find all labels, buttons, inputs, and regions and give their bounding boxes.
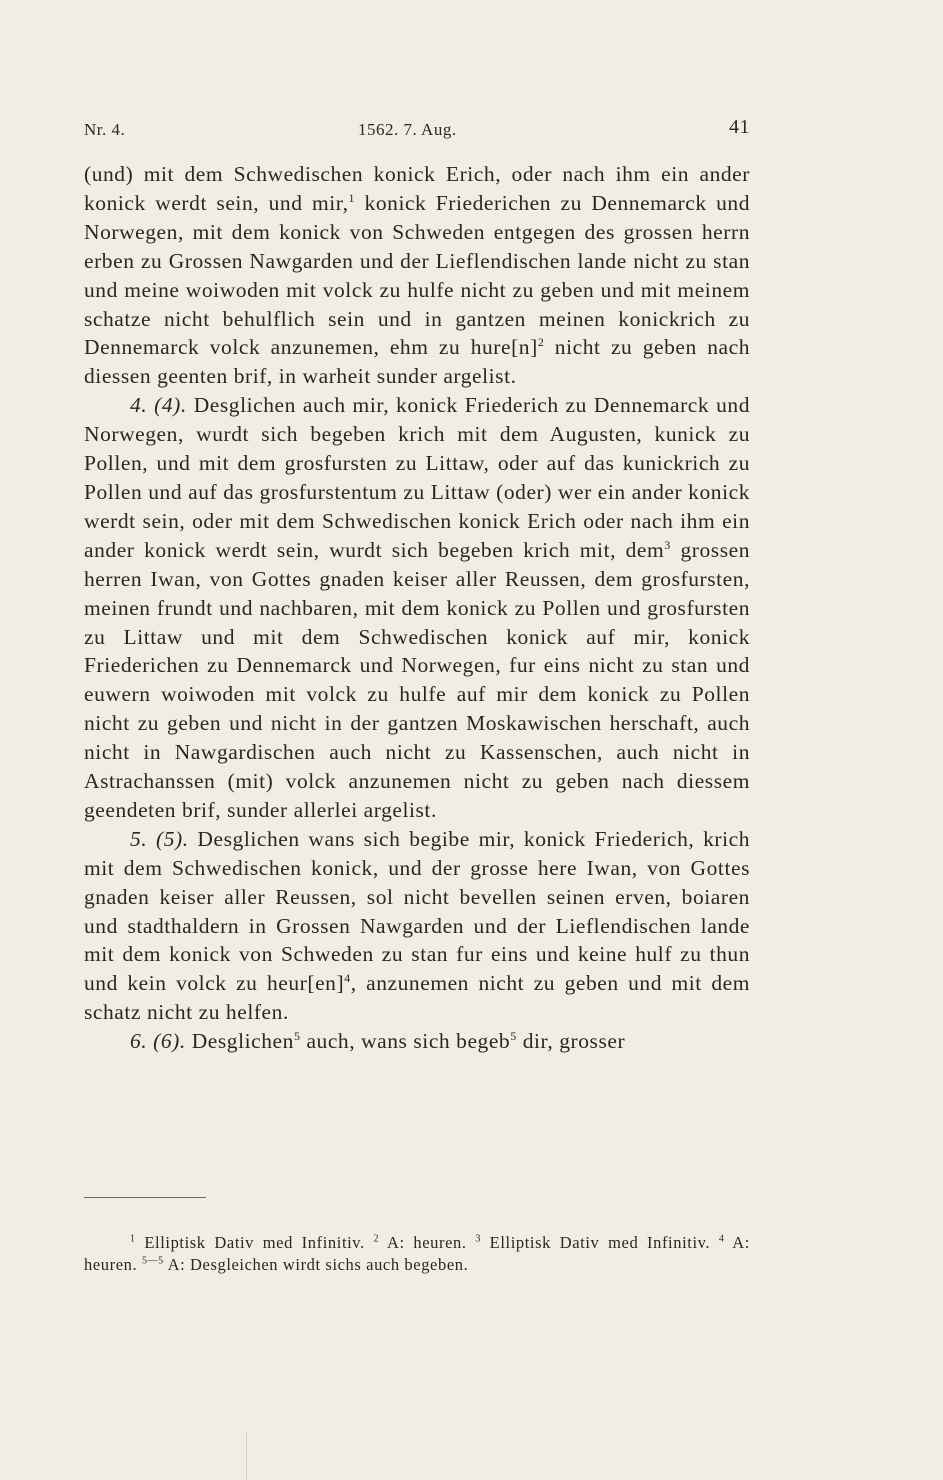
document-number: Nr. 4.	[84, 120, 126, 139]
paragraph: 4. (4). Desglichen auch mir, konick Friederich zu Dennemarck und Norwegen, wurdt sich begeben krich mit dem Augusten, kunick zu Pollen, und mit dem grosfursten zu Littaw, oder auf das kunickrich zu Pollen und auf das grosfurstentum zu Littaw (oder) wer ein ander konick werdt sein, oder mit dem Schwedischen konick Erich oder nach ihm ein ander konick werdt sein, wurdt sich begeben krich mit, dem$^3$ grossen herren Iwan, von Gottes gnaden keiser aller Reussen, dem grosfursten, meinen frundt und nachbaren, mit dem konick zu Pollen und grosfursten zu Littaw und mit dem Schwedischen konick auf mir, konick Friederichen zu Dennemarck und Norwegen, fur eins nicht zu stan und euwern woiwoden mit volck zu hulfe auf mir dem konick zu Pollen nicht zu geben und nicht in der gantzen Moskawischen herschaft, auch nicht in Nawgardischen auch nicht zu Kassenschen, auch nicht in Astrachanssen (mit) volck anzunemen nicht zu geben nach diessem geendeten brif, sunder allerlei argelist.	[84, 393, 751, 822]
document-date: 1562. 7. Aug.	[358, 120, 457, 139]
running-header	[84, 116, 750, 146]
footnote-ref: 3	[664, 537, 671, 552]
footnote-ref: 4	[344, 971, 351, 986]
footnotes	[84, 1232, 750, 1276]
section-number: 4. (4).	[130, 393, 187, 418]
footnote-ref: 5	[510, 1029, 517, 1044]
main-text	[84, 160, 750, 1056]
footnote-ref: 2	[537, 335, 545, 350]
footnote-ref: 5	[293, 1029, 301, 1044]
footnote-ref: 1	[348, 191, 356, 206]
footnote-text: $^1$ Elliptisk Dativ med Infinitiv. $^2$ A: heuren. $^3$ Elliptisk Dativ med Infinitiv. $^4$ A: heuren. $^{5—5}$ A: Desgleichen wirdt sichs auch begeben.	[84, 1233, 750, 1274]
section-number: 6. (6).	[130, 1029, 186, 1054]
page-number: 41	[729, 116, 750, 138]
section-number: 5. (5).	[130, 826, 189, 851]
paragraph: (und) mit dem Schwedischen konick Erich, oder nach ihm ein ander konick werdt sein, und mir,$^1$ konick Friederichen zu Dennemarck und Norwegen, mit dem konick von Schweden entgegen des grossen herrn erben zu Grossen Nawgarden und der Lieflendischen lande nicht zu stan und meine woiwoden mit volck zu hulfe nicht zu geben und mit meinem schatze nicht behulflich sein und in gantzen meinen konickrich zu Dennemarck volck anzunemen, ehm zu $hure[n]^2$ nicht zu geben nach diessen geenten brif, in warheit sunder argelist.	[84, 162, 751, 389]
paper-crease	[246, 1432, 247, 1480]
paragraph: 5. (5). Desglichen wans sich begibe mir, konick Friederich, krich mit dem Schwedischen konick, und der grosse here Iwan, von Gottes gnaden keiser aller Reussen, sol nicht bevellen seinen erven, boiaren und stadthaldern in Grossen Nawgarden und der Lieflendischen lande mit dem konick von Schweden zu stan fur eins und keine hulf zu thun und kein volck zu heur[en]$^4$, anzunemen nicht zu geben und mit dem schatz nicht zu helfen.	[84, 826, 750, 1025]
paragraph: 6. (6). Desglichen$^5$ auch, wans sich begeb$^5$ dir, grosser	[130, 1029, 626, 1054]
footnote-divider	[84, 1197, 206, 1198]
